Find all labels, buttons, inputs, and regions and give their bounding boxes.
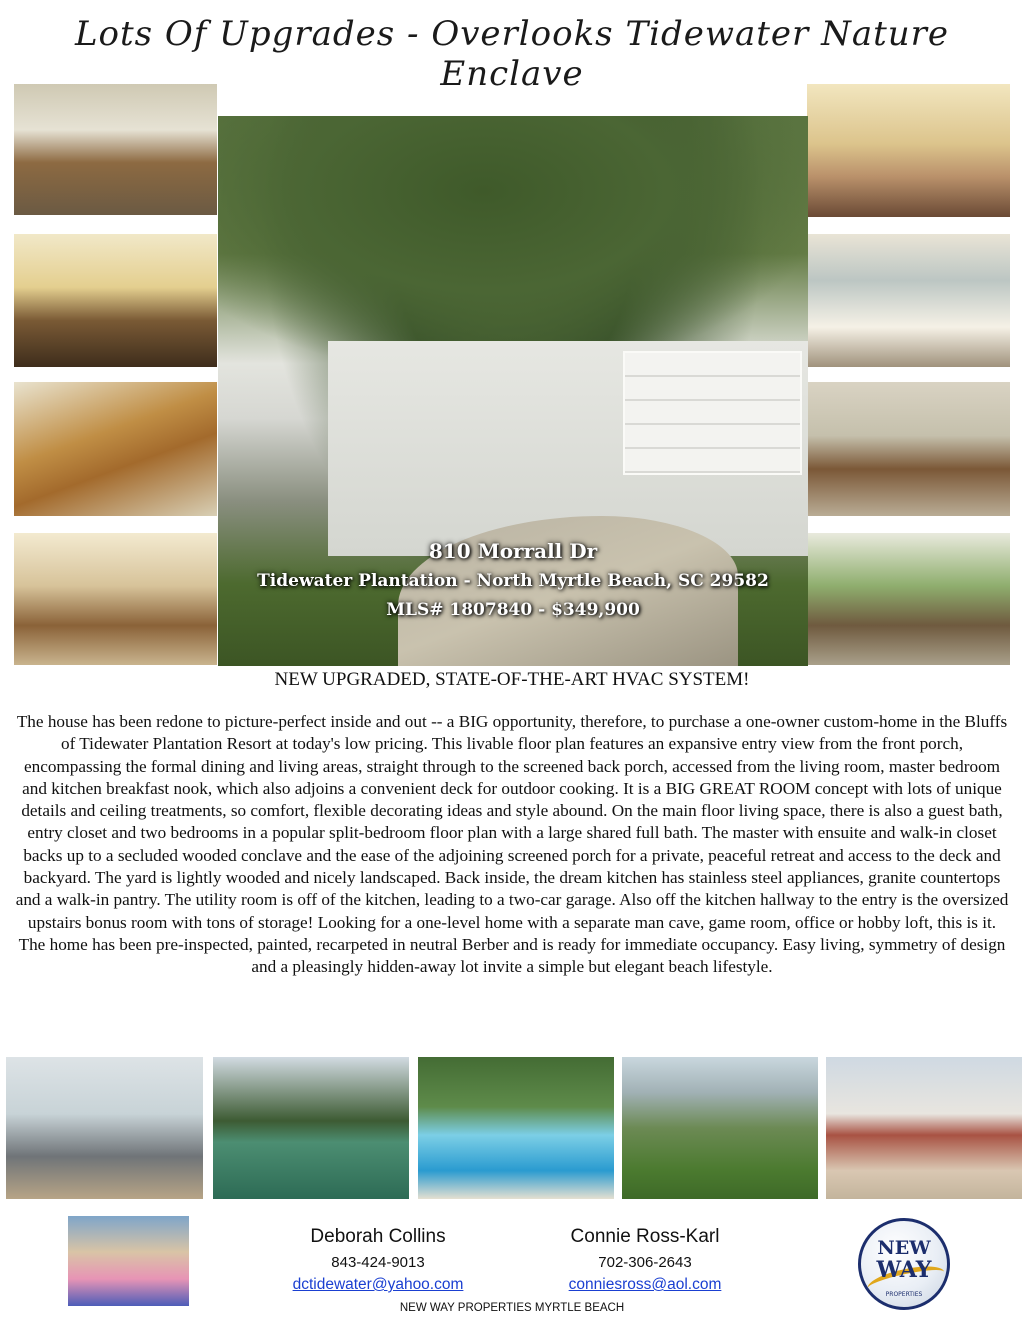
master-bedroom-photo [807,382,1010,516]
pool-photo [418,1057,614,1199]
property-description: The house has been redone to picture-perfect inside and out -- a BIG opportunity, therefore, to purchase a one-owner custom-home in the Bluffs of Tidewater Plantation Resort at today's low pricing. This livable floor plan features an expansive entry view from the front porch, encompassing the formal dining and living areas, straight through to the screened back porch, accessed from the living room, master bedroom and kitchen breakfast nook, which also adjoins a convenient deck for outdoor cooking. It is a BIG GREAT ROOM concept with lots of unique details and ceiling treatments, so comfort, flexible decorating ideas and style abound. On the main floor living space, there is also a guest bath, entry closet and two bedrooms in a popular split-bedroom floor plan with a large shared full bath. The master with ensuite and walk-in closet backs up to a secluded wooded conclave and the ease of the adjoining screened porch for a private, peaceful retreat and access to the deck and backyard. The yard is lightly wooded and nicely landscaped. Back inside, the dream kitchen has stainless steel appliances, granite countertops and a walk-in pantry. The utility room is off of the kitchen, leading to a two-car garage. Also off the kitchen hallway to the entry is the oversized upstairs bonus room with tons of storage! Looking for a one-level home with a separate man cave, game room, office or hobby loft, this is it. The home has been pre-inspected, painted, recarpeted in neutral Berber and is ready for immediate occupancy. Easy living, symmetry of design and a pleasingly hidden-away lot invite a simple but elegant beach lifestyle. [15,712,1009,977]
family-room-photo [14,234,217,367]
new-way-properties-logo [858,1218,950,1310]
logo-line-2: WAY [876,1257,932,1283]
dining-nook-photo [14,533,217,665]
tennis-court-photo [213,1057,409,1199]
logo-line-1: NEW [877,1237,931,1259]
agents-photo [68,1216,189,1306]
flyer-title: Lots Of Upgrades - Overlooks Tidewater Nature Enclave [74,14,950,94]
master-bath-photo [807,234,1010,367]
agent-name: Connie Ross-Karl [570,1226,720,1247]
fitness-center-photo [6,1057,203,1199]
agent-contact-1 [258,1226,498,1294]
logo-line-3: PROPERTIES [885,1291,923,1298]
agent-email-link[interactable]: conniesross@aol.com [568,1276,722,1293]
mls-price: MLS# 1807840 - $349,900 [386,600,640,620]
garage-door [623,351,802,475]
agent-email-link[interactable]: dctidewater@yahoo.com [292,1276,464,1293]
kitchen-photo [14,382,217,516]
golf-course-photo [622,1057,818,1199]
agent-phone: 843-424-9013 [331,1254,425,1271]
property-address: 810 Morrall Dr [428,539,598,563]
agent-phone: 702-306-2643 [598,1254,692,1271]
footer-brokerage: NEW WAY PROPERTIES MYRTLE BEACH [399,1302,625,1314]
beach-house-photo [826,1057,1022,1199]
agent-contact-2 [525,1226,765,1294]
house-exterior-photo [218,116,808,666]
property-location: Tidewater Plantation - North Myrtle Beach, SC 29582 [257,571,769,591]
oak-tree-canopy [218,116,808,366]
bedroom-photo [807,84,1010,217]
agent-name: Deborah Collins [310,1226,446,1247]
headline: NEW UPGRADED, STATE-OF-THE-ART HVAC SYSTEM! [274,669,750,690]
living-room-photo [14,84,217,215]
screened-porch-photo [807,533,1010,665]
